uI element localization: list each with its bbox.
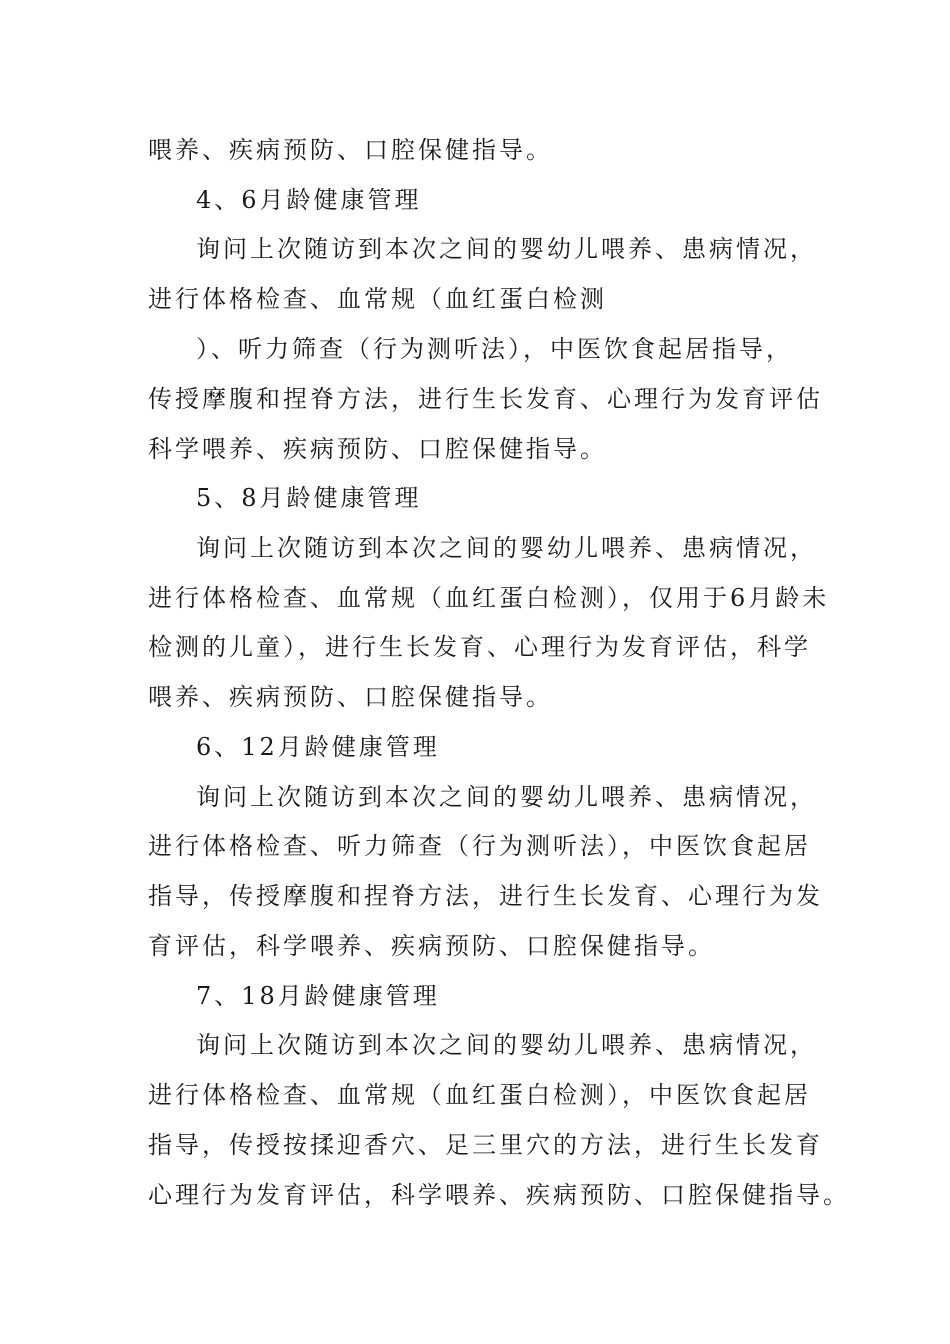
- paragraph-line: 检测的儿童），进行生长发育、心理行为发育评估，科学: [148, 633, 811, 661]
- section-heading-12-month: 6、12月龄健康管理: [196, 733, 440, 761]
- paragraph-line: 喂养、疾病预防、口腔保健指导。: [148, 683, 553, 711]
- section-heading-8-month: 5、8月龄健康管理: [196, 484, 422, 512]
- paragraph-line: 科学喂养、疾病预防、口腔保健指导。: [148, 435, 607, 463]
- paragraph-line: 进行体格检查、血常规（血红蛋白检测），仅用于6月龄未: [148, 584, 830, 612]
- paragraph-line: 进行体格检查、血常规（血红蛋白检测），中医饮食起居: [148, 1081, 811, 1109]
- paragraph-line: 传授摩腹和捏脊方法，进行生长发育、心理行为发育评估: [148, 385, 823, 413]
- section-heading-18-month: 7、18月龄健康管理: [196, 982, 440, 1010]
- section-heading-6-month: 4、6月龄健康管理: [196, 186, 422, 214]
- paragraph-line: 询问上次随访到本次之间的婴幼儿喂养、患病情况，: [196, 534, 817, 562]
- paragraph-line: 喂养、疾病预防、口腔保健指导。: [148, 136, 553, 164]
- paragraph-line: ）、听力筛查（行为测听法），中医饮食起居指导，: [196, 335, 793, 363]
- paragraph-line: 询问上次随访到本次之间的婴幼儿喂养、患病情况，: [196, 235, 817, 263]
- paragraph-line: 育评估，科学喂养、疾病预防、口腔保健指导。: [148, 932, 715, 960]
- paragraph-line: 指导，传授按揉迎香穴、足三里穴的方法，进行生长发育: [148, 1131, 823, 1159]
- paragraph-line: 询问上次随访到本次之间的婴幼儿喂养、患病情况，: [196, 783, 817, 811]
- paragraph-line: 询问上次随访到本次之间的婴幼儿喂养、患病情况，: [196, 1031, 817, 1059]
- paragraph-line: 进行体格检查、听力筛查（行为测听法），中医饮食起居: [148, 832, 811, 860]
- paragraph-line: 心理行为发育评估，科学喂养、疾病预防、口腔保健指导。: [148, 1181, 850, 1209]
- paragraph-line: 进行体格检查、血常规（血红蛋白检测: [148, 285, 607, 313]
- paragraph-line: 指导，传授摩腹和捏脊方法，进行生长发育、心理行为发: [148, 882, 823, 910]
